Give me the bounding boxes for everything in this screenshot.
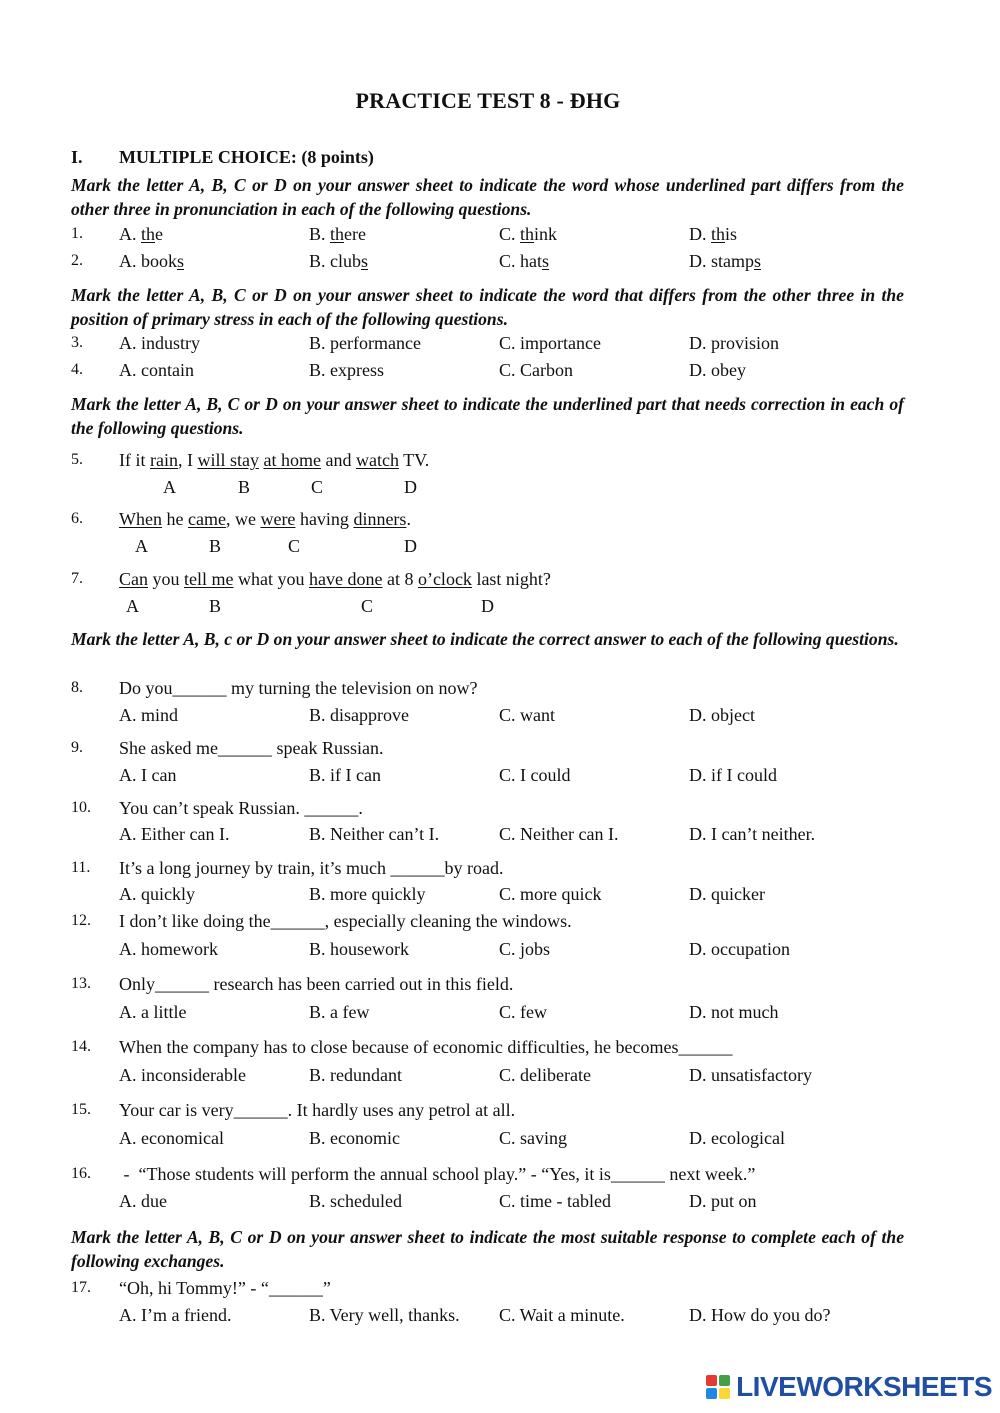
- option-d[interactable]: D. object: [689, 705, 755, 725]
- letter-d: D: [404, 536, 417, 556]
- option-a[interactable]: A. I can: [119, 765, 177, 785]
- option-a[interactable]: A. due: [119, 1191, 167, 1211]
- question-number: 4.: [71, 361, 83, 378]
- question-number: 13.: [71, 975, 91, 992]
- option-a[interactable]: A. quickly: [119, 884, 195, 904]
- option-c[interactable]: C. jobs: [499, 939, 551, 959]
- letter-b: B: [238, 477, 251, 497]
- question-stem: You can’t speak Russian. ______.: [119, 798, 363, 818]
- option-c[interactable]: C. hats: [499, 251, 550, 271]
- logo-square: [706, 1375, 717, 1386]
- question-stem: If it rain, I will stay at home and watch TV.: [119, 450, 430, 470]
- letter-c: C: [361, 596, 374, 616]
- question-number: 10.: [71, 799, 91, 816]
- option-b[interactable]: B. clubs: [309, 251, 369, 271]
- option-b[interactable]: B. disapprove: [309, 705, 409, 725]
- question-stem: Can you tell me what you have done at 8 o’clock last night?: [119, 569, 551, 589]
- question-number: 5.: [71, 451, 83, 468]
- letter-d: D: [404, 477, 417, 497]
- option-c[interactable]: C. time - tabled: [499, 1191, 611, 1211]
- option-d[interactable]: D. not much: [689, 1002, 779, 1022]
- letter-b: B: [209, 596, 222, 616]
- option-a[interactable]: A. a little: [119, 1002, 187, 1022]
- question-number: 6.: [71, 510, 83, 527]
- letter-c: C: [311, 477, 324, 497]
- instruction-stress: Mark the letter A, B, C or D on your answer sheet to indicate the word that differs from the other three in the position of primary stress in each of the following questions.: [71, 285, 904, 329]
- underlined-d[interactable]: o’clock: [417, 569, 472, 589]
- question-stem: She asked me______ speak Russian.: [119, 738, 384, 758]
- section-label: MULTIPLE CHOICE: (8 points): [119, 147, 374, 167]
- question-number: 15.: [71, 1101, 91, 1118]
- option-b[interactable]: B. performance: [309, 333, 421, 353]
- option-c[interactable]: C. want: [499, 705, 555, 725]
- option-a[interactable]: A. mind: [119, 705, 179, 725]
- instruction-correction: Mark the letter A, B, C or D on your answer sheet to indicate the underlined part that needs correction in each of the following questions.: [71, 394, 904, 438]
- logo-text: LIVEWORKSHEETS: [736, 1371, 992, 1402]
- option-c[interactable]: C. Carbon: [499, 360, 573, 380]
- option-b[interactable]: B. redundant: [309, 1065, 402, 1085]
- option-d[interactable]: D. obey: [689, 360, 746, 380]
- question-stem: Only______ research has been carried out in this field.: [119, 974, 514, 994]
- underlined-c[interactable]: were: [260, 509, 296, 529]
- underlined-d[interactable]: watch: [355, 450, 399, 470]
- option-a[interactable]: A. I’m a friend.: [119, 1305, 232, 1325]
- instruction-response: Mark the letter A, B, C or D on your answer sheet to indicate the most suitable response to complete each of the following exchanges.: [71, 1227, 904, 1271]
- underlined-a[interactable]: When: [119, 509, 162, 529]
- instruction-correct-answer: Mark the letter A, B, c or D on your answer sheet to indicate the correct answer to each of the following questions.: [71, 629, 899, 649]
- option-b[interactable]: B. Very well, thanks.: [309, 1305, 460, 1325]
- option-b[interactable]: B. express: [309, 360, 384, 380]
- underlined-c[interactable]: have done: [308, 569, 383, 589]
- page-title: PRACTICE TEST 8 - ĐHG: [355, 88, 621, 113]
- logo-square: [706, 1388, 717, 1399]
- option-c[interactable]: C. saving: [499, 1128, 568, 1148]
- option-d[interactable]: D. ecological: [689, 1128, 785, 1148]
- question-number: 11.: [71, 859, 91, 876]
- underlined-b[interactable]: came: [187, 509, 226, 529]
- option-a[interactable]: A. economical: [119, 1128, 224, 1148]
- question-stem: Your car is very______. It hardly uses any petrol at all.: [119, 1100, 516, 1120]
- option-d[interactable]: D. provision: [689, 333, 779, 353]
- option-a[interactable]: A. the: [119, 224, 164, 244]
- option-b[interactable]: B. a few: [309, 1002, 370, 1022]
- letter-d: D: [481, 596, 494, 616]
- logo-square: [719, 1388, 730, 1399]
- letter-c: C: [288, 536, 301, 556]
- question-number: 1.: [71, 225, 83, 242]
- question-number: 8.: [71, 679, 83, 696]
- option-c[interactable]: C. few: [499, 1002, 547, 1022]
- option-d[interactable]: D. How do you do?: [689, 1305, 831, 1325]
- option-d[interactable]: D. put on: [689, 1191, 757, 1211]
- question-number: 14.: [71, 1038, 91, 1055]
- question-number: 7.: [71, 570, 83, 587]
- option-d[interactable]: D. I can’t neither.: [689, 824, 816, 844]
- section-heading: [71, 147, 374, 168]
- option-c[interactable]: C. Neither can I.: [499, 824, 619, 844]
- logo-square: [719, 1375, 730, 1386]
- question-stem: When he came, we were having dinners.: [119, 509, 411, 529]
- underlined-d[interactable]: dinners: [353, 509, 407, 529]
- liveworksheets-logo[interactable]: [706, 1369, 992, 1405]
- question-stem: When the company has to close because of economic difficulties, he becomes______: [119, 1037, 733, 1057]
- question-number: 16.: [71, 1165, 91, 1182]
- letter-a: A: [163, 477, 176, 497]
- option-b[interactable]: B. there: [309, 224, 367, 244]
- underlined-a[interactable]: rain: [150, 450, 178, 470]
- option-a[interactable]: A. homework: [119, 939, 218, 959]
- question-stem: It’s a long journey by train, it’s much ______by road.: [119, 858, 504, 878]
- question-stem: I don’t like doing the______, especially cleaning the windows.: [119, 911, 572, 931]
- option-d[interactable]: D. quicker: [689, 884, 765, 904]
- option-b[interactable]: B. Neither can’t I.: [309, 824, 440, 844]
- option-b[interactable]: B. more quickly: [309, 884, 426, 904]
- option-a[interactable]: A. inconsiderable: [119, 1065, 246, 1085]
- option-c[interactable]: C. Wait a minute.: [499, 1305, 625, 1325]
- question-stem: - “Those students will perform the annual school play.” - “Yes, it is______ next week.”: [119, 1164, 756, 1184]
- question-stem: “Oh, hi Tommy!” - “______”: [119, 1278, 331, 1298]
- option-d[interactable]: D. occupation: [689, 939, 790, 959]
- option-b[interactable]: B. if I can: [309, 765, 381, 785]
- option-c[interactable]: C. I could: [499, 765, 571, 785]
- option-d[interactable]: D. this: [689, 224, 738, 244]
- option-c[interactable]: C. importance: [499, 333, 601, 353]
- section-number: I.: [71, 147, 83, 167]
- question-number: 2.: [71, 252, 83, 269]
- underlined-b[interactable]: will stay: [197, 450, 259, 470]
- option-a[interactable]: A. Either can I.: [119, 824, 230, 844]
- letter-a: A: [126, 596, 139, 616]
- question-number: 3.: [71, 334, 83, 351]
- option-c[interactable]: C. deliberate: [499, 1065, 591, 1085]
- option-c[interactable]: C. think: [499, 224, 558, 244]
- option-b[interactable]: B. economic: [309, 1128, 400, 1148]
- option-a[interactable]: A. books: [119, 251, 185, 271]
- letter-a: A: [135, 536, 148, 556]
- logo-icon: [706, 1375, 730, 1399]
- option-a[interactable]: A. contain: [119, 360, 194, 380]
- question-number: 9.: [71, 739, 83, 756]
- option-c[interactable]: C. more quick: [499, 884, 602, 904]
- option-b[interactable]: B. housework: [309, 939, 409, 959]
- option-b[interactable]: B. scheduled: [309, 1191, 402, 1211]
- underlined-c[interactable]: at home: [263, 450, 321, 470]
- letter-b: B: [209, 536, 222, 556]
- option-d[interactable]: D. unsatisfactory: [689, 1065, 812, 1085]
- instruction-pronunciation: Mark the letter A, B, C or D on your answer sheet to indicate the word whose underlined part differs from the other three in pronunciation in each of the following questions.: [71, 175, 904, 219]
- underlined-b[interactable]: tell me: [184, 569, 234, 589]
- option-d[interactable]: D. stamps: [689, 251, 762, 271]
- underlined-a[interactable]: Can: [119, 569, 148, 589]
- option-a[interactable]: A. industry: [119, 333, 200, 353]
- question-number: 12.: [71, 912, 91, 929]
- option-d[interactable]: D. if I could: [689, 765, 777, 785]
- question-number: 17.: [71, 1279, 91, 1296]
- question-stem: Do you______ my turning the television on now?: [119, 678, 478, 698]
